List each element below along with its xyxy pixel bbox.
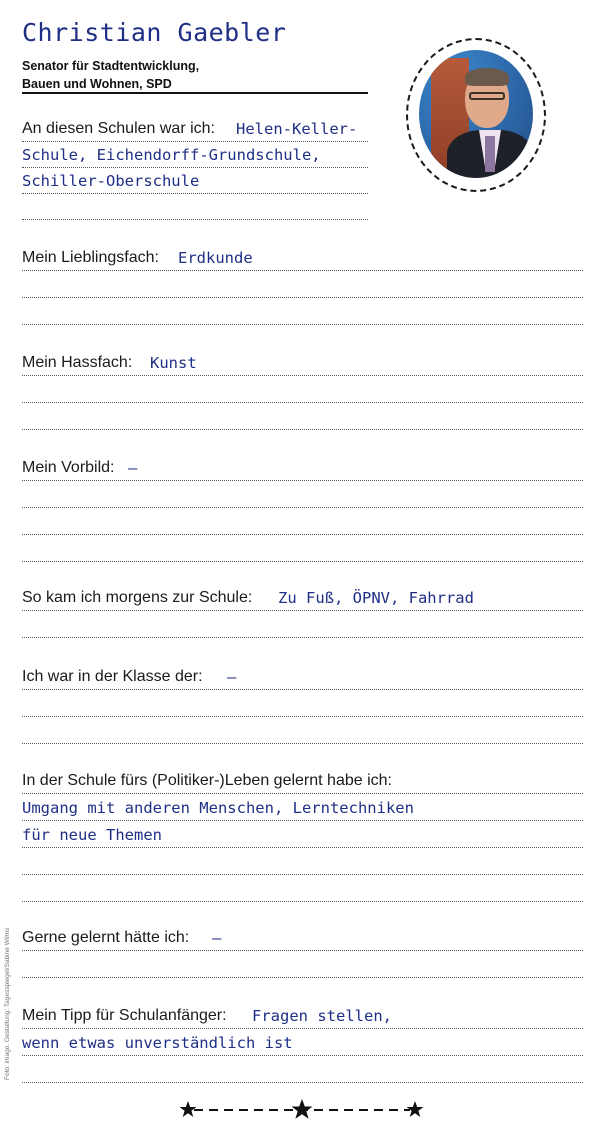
rolemodel-line-4 — [22, 535, 583, 562]
schools-label: An diesen Schulen war ich: — [22, 120, 215, 137]
tip-answer-1: Fragen stellen, — [252, 1007, 392, 1025]
learned-line-1 — [22, 767, 583, 794]
class-answer: – — [227, 668, 237, 686]
star-icon — [292, 1099, 313, 1119]
person-title — [22, 57, 199, 93]
commute-answer: Zu Fuß, ÖPNV, Fahrrad — [278, 589, 474, 607]
learned-line-4 — [22, 848, 583, 875]
commute-line-2 — [22, 611, 583, 638]
tip-line-1 — [22, 1002, 583, 1029]
person-title-line-2: Bauen und Wohnen, SPD — [22, 77, 172, 91]
portrait-tie — [485, 136, 495, 172]
learned-line-2 — [22, 794, 583, 821]
wished-line-1 — [22, 924, 583, 951]
wished-label: Gerne gelernt hätte ich: — [22, 929, 190, 946]
hated-line-1 — [22, 349, 583, 376]
portrait-glasses — [469, 92, 505, 100]
portrait-hair — [465, 68, 509, 86]
schools-answer-1: Helen-Keller- — [236, 120, 358, 138]
commute-line-1 — [22, 584, 583, 611]
learned-line-5 — [22, 875, 583, 902]
rolemodel-answer: – — [128, 459, 138, 477]
schools-answer-2: Schule, Eichendorff-Grundschule, — [22, 146, 321, 164]
favorite-line-3 — [22, 298, 583, 325]
hated-line-2 — [22, 376, 583, 403]
favorite-line-2 — [22, 271, 583, 298]
person-name: Christian Gaebler — [22, 18, 287, 47]
hated-answer: Kunst — [150, 354, 197, 372]
tip-line-2 — [22, 1029, 583, 1056]
person-title-line-1: Senator für Stadtentwicklung, — [22, 59, 200, 73]
tip-line-3 — [22, 1056, 583, 1083]
star-divider — [180, 1098, 425, 1120]
learned-line-3 — [22, 821, 583, 848]
schools-line-3 — [22, 167, 368, 194]
favorite-line-1 — [22, 244, 583, 271]
commute-label: So kam ich morgens zur Schule: — [22, 589, 253, 606]
class-line-1 — [22, 663, 583, 690]
class-line-3 — [22, 717, 583, 744]
wished-line-2 — [22, 951, 583, 978]
class-label: Ich war in der Klasse der: — [22, 668, 203, 685]
learned-answer-2: für neue Themen — [22, 826, 162, 844]
photo-credit-text: Foto: imago. Gestaltung: Tagesspiegel/Sabine Wilms — [4, 927, 11, 1080]
photo-credit — [3, 910, 13, 1080]
favorite-label: Mein Lieblingsfach: — [22, 249, 159, 266]
tip-answer-2: wenn etwas unverständlich ist — [22, 1034, 293, 1052]
schools-line-2 — [22, 141, 368, 168]
portrait-photo — [419, 50, 533, 178]
rolemodel-line-1 — [22, 454, 583, 481]
tip-label: Mein Tipp für Schulanfänger: — [22, 1007, 227, 1024]
class-line-2 — [22, 690, 583, 717]
schools-line-4 — [22, 193, 368, 220]
rolemodel-line-2 — [22, 481, 583, 508]
schools-answer-3: Schiller-Oberschule — [22, 172, 200, 190]
rolemodel-label: Mein Vorbild: — [22, 459, 115, 476]
favorite-answer: Erdkunde — [178, 249, 253, 267]
learned-label: In der Schule fürs (Politiker-)Leben gelernt habe ich: — [22, 772, 392, 789]
hated-label: Mein Hassfach: — [22, 354, 133, 371]
wished-answer: – — [212, 929, 222, 947]
rolemodel-line-3 — [22, 508, 583, 535]
learned-answer-1: Umgang mit anderen Menschen, Lerntechniken — [22, 799, 414, 817]
hated-line-3 — [22, 403, 583, 430]
header-rule — [22, 92, 368, 94]
schools-line-1 — [22, 115, 368, 142]
